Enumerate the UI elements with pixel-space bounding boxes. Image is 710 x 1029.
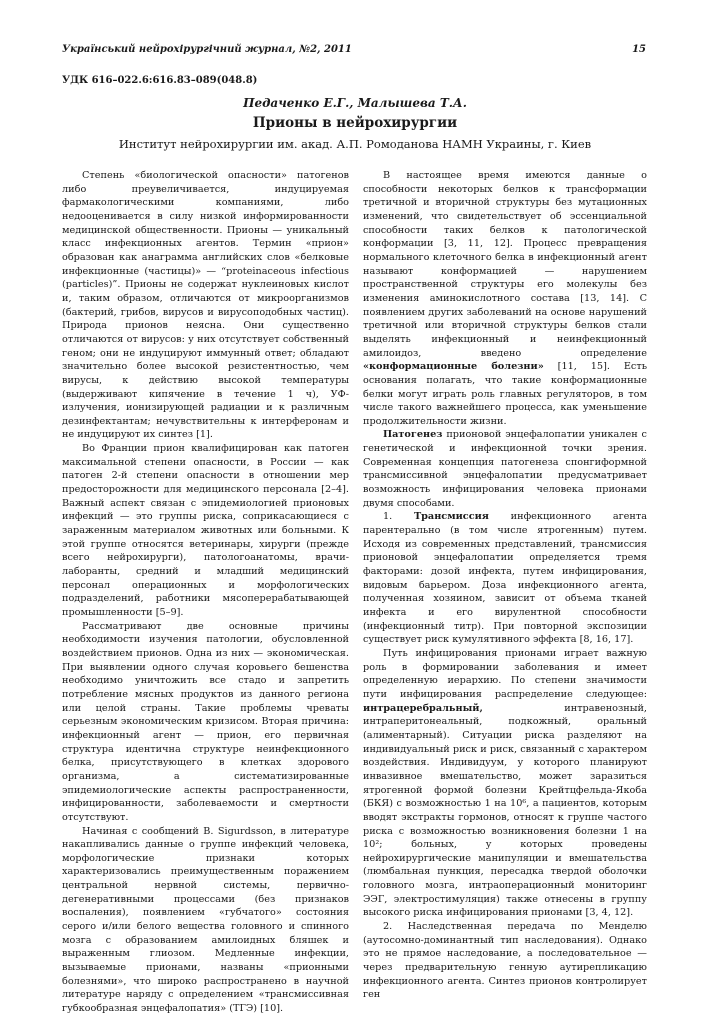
paragraph-text: Путь инфицирования прионами играет важную роль в формировании заболевания и имеет определенную иерархию. По степени значимости пути инфицирования распределение следующее:	[363, 647, 647, 700]
udc-code: УДК 616–022.6:616.83–089(048.8)	[62, 75, 258, 86]
left-column	[62, 169, 349, 1016]
bold-term: Трансмиссия	[413, 511, 489, 523]
paragraph: Во Франции прион квалифицирован как патоген максимальной степени опасности, в России — как патоген 2-й степени опасности в отношении мер предосторожности для медицинского персонала [2–4]. Важный аспект связан с эпидемиологией прионовых инфекций — это группы риска, соприкасающиеся с зараженным материалом животных или больными. К этой группе относятся ветеринары, хирурги (прежде всего нейрохирурги), патологоанатомы, врачи-лаборанты, средний и младший медицинский персонал операционных и морфологических подразделений, работники мясоперерабатывающей промышленности [5–9].	[62, 443, 349, 618]
article-title: Прионы в нейрохирургии	[252, 115, 458, 131]
bold-term: интрацеребральный,	[363, 702, 483, 714]
paragraph: Степень «биологической опасности» патогенов либо преувеличивается, индуцируемая фармакологическими компаниями, либо недооценивается в силу низкой информированности медицинской общественности. Прионы — уникальный класс инфекционных агентов. Термин «прион» образован как анаграмма английских слов «белковые инфекционные (частицы)» — “proteinaceous infectious (particles)”. Прионы не содержат нуклеиновых кислот и, таким образом, отличаются от микроорганизмов (бактерий, грибов, вирусов и вирусоподобных частиц). Природа прионов неясна. Они существенно отличаются от вирусов: у них отсутствует собственный геном; они не индуцируют иммунный ответ; обладают значительно более высокой резистентностью, чем вирусы, к действию высокой температуры (выдерживают кипячение в течение 1 ч), УФ-излучения, ионизирующей радиации и к различным дезинфектантам; нечувствительны к интерферонам и не индуцируют их синтез [1].	[62, 170, 349, 441]
paragraph: 2. Наследственная передача по Менделю (аутосомно-доминантный тип наследования). Однако это не прямое наследование, а последовательное — через предварительную генную аутирепликацию инфекционного агента. Синтез прионов контролирует ген	[363, 921, 647, 1001]
paragraph-text: инфекционного агента парентерально (в том числе ятрогенным) путем. Исходя из современных представлений, трансмиссия прионовой энцефалопатии определяется тремя факторами: дозой инфекта, путем инфицирования, видовым барьером. Доза инфекционного агента, полученная хозяином, зависит от объема тканей инфекта и его вирулентной способности (инфекционный титр). При повторной экспозиции существует риск кумулятивного эффекта [8, 16, 17].	[363, 511, 647, 646]
paragraph-text: 1.	[383, 511, 414, 523]
paragraph-text: [11, 15]. Есть основания полагать, что такие конформационные белки могут играть роль главных регуляторов, в том числе такого важнейшего процесса, как уменьшение продолжительности жизни.	[363, 361, 647, 427]
bold-term: Патогенез	[383, 429, 443, 441]
paragraph	[363, 169, 647, 428]
author-affiliation: Институт нейрохирургии им. акад. А.П. Ромоданова НАМН Украины, г. Киев	[118, 137, 592, 151]
paragraph-text: прионовой энцефалопатии уникален с генетической и инфекционной точки зрения. Современная концепция патогенеза спонгиформной трансмиссивной энцефалопатии предусматривает возможность инфицирования человека прионами двумя способами.	[363, 429, 647, 509]
paragraph	[363, 428, 647, 510]
paragraph-text: В настоящее время имеются данные о способности некоторых белков к трансформации третичной и вторичной структуры без мутационных изменений, что свидетельствует об эссенциальной способности таких белков к патологической конформации [3, 11, 12]. Процесс превращения нормального клеточного белка в инфекционный агент называют конформацией — нарушением пространственной структуры его молекулы без изменения аминокислотного состава [13, 14]. С появлением других заболеваний на основе нарушений третичной или вторичной структуры белков стали выделять инфекционный и неинфекционный амилоидоз, введено определение	[363, 170, 647, 359]
bold-term: «конформационные болезни»	[363, 361, 544, 373]
journal-name: Український нейрохірургічний журнал, №2, 2011	[62, 44, 352, 55]
article-authors: Педаченко Е.Г., Малышева Т.А.	[243, 96, 467, 110]
right-column	[363, 169, 647, 1002]
paragraph-text: интравенозный, интраперитонеальный, подкожный, оральный (алиментарный). Ситуации риска разделяют на индивидуальный риск и риск, связанный с характером воздействия. Индивидуум, у которого планируют инвазивное вмешательство, может заразиться ятрогенной формой болезни Крейтцфельда-Якоба (БКЯ) с возможностью 1 на 10⁶, а пациентов, которым вводят экстракты гормонов, относят к группе частого риска с возможностью возникновения болезни 1 на 10²; больных, у которых проведены нейрохирургические манипуляции и вмешательства (люмбальная пункция, пересадка твердой оболочки головного мозга, интраоперационный мониторинг ЭЭГ, электростимуляция) также отнесены в группу высокого риска инфицирования прионами [3, 4, 12].	[363, 702, 647, 919]
paragraph: Рассматривают две основные причины необходимости изучения патологии, обусловленной воздействием прионов. Одна из них — экономическая. При выявлении одного случая коровьего бешенства необходимо уничтожить все стадо и запретить потребление мясных продуктов из данного региона или целой страны. Такие проблемы чреваты серьезным экономическим кризисом. Вторая причина: инфекционный агент — прион, его первичная структура идентична структуре неинфекционного белка, присутствующего в клетках здорового организма, а систематизированные эпидемиологические аспекты распространенности, инфицированности, заболеваемости и смертности отсутствуют.	[62, 620, 349, 823]
running-header	[62, 44, 646, 58]
paragraph	[363, 647, 647, 920]
paragraph: Начиная с сообщений B. Sigurdsson, в литературе накапливались данные о группе инфекций человека, морфологические признаки которых характеризовались преимущественным поражением центральной нервной системы, первично-дегенеративными процессами (без признаков воспаления), появлением «губчатого» состояния серого и/или белого вещества головного и спинного мозга с образованием амилоидных бляшек и выраженным глиозом. Медленные инфекции, вызываемые прионами, названы «прионными болезнями», что широко распространено в научной литературе наряду с определением «трансмиссивная губкообразная энцефалопатия» (ТГЭ) [10].	[62, 825, 349, 1015]
paragraph	[363, 510, 647, 647]
page-number: 15	[632, 44, 646, 55]
